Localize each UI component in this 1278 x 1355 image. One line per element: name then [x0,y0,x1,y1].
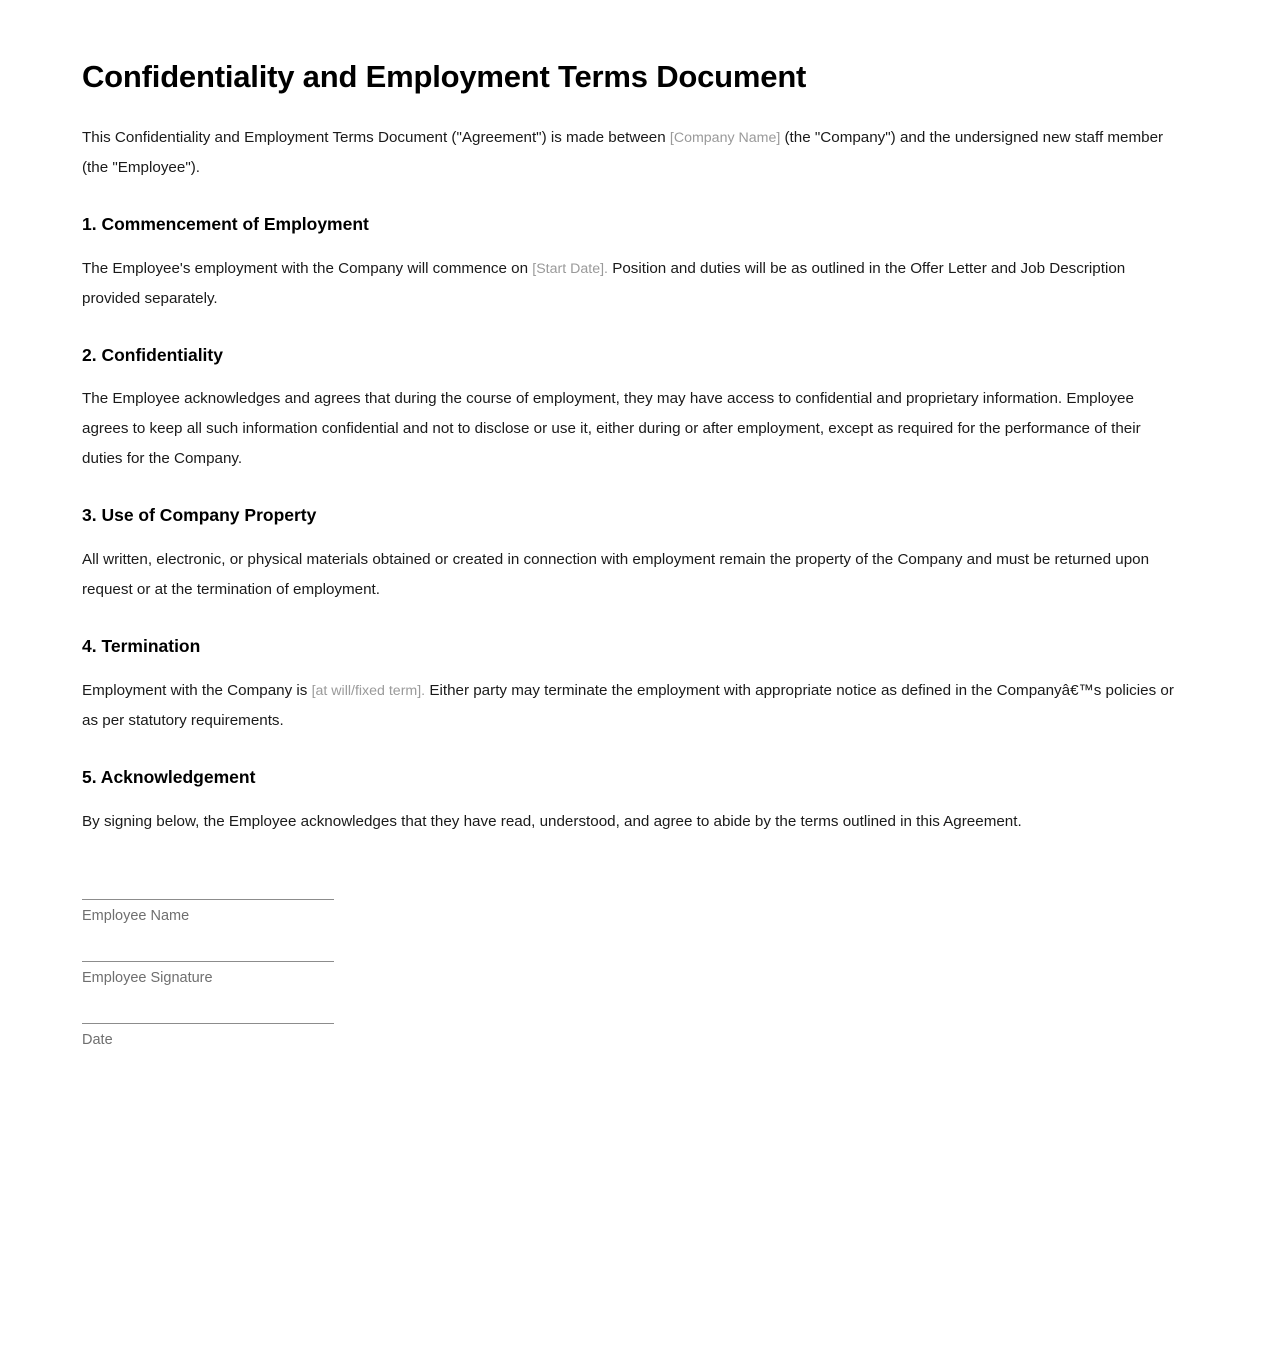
section-termination [82,635,1196,736]
signature-block [82,899,1196,1050]
section-paragraph-5: By signing below, the Employee acknowledges that they have read, understood, and agree to abide by the terms outlined in this Agreement. [82,812,1022,830]
signature-label-employee-signature: Employee Signature [82,969,213,986]
section-heading-4: 4. Termination [82,636,201,656]
section-paragraph-1 [82,254,1182,314]
section-paragraph-2: The Employee acknowledges and agrees that during the course of employment, they may have access to confidential and proprietary information. Employee agrees to keep all such information confidential and not to disclose or use it, either during or after employment, except as required for the performance of their duties for the Company. [82,390,1141,468]
section-confidentiality [82,344,1196,475]
signature-field-employee-signature [82,961,1196,988]
signature-line-employee-name [82,899,334,900]
intro-paragraph [82,123,1182,183]
section-paragraph-3: All written, electronic, or physical materials obtained or created in connection with employment remain the property of the Company and must be returned upon request or at the termination of employment. [82,551,1150,598]
section-acknowledgement [82,766,1196,837]
company-name-placeholder: [Company Name] [669,129,781,146]
intro-text-before: This Confidentiality and Employment Terms Document ("Agreement") is made between [82,128,670,146]
employment-type-placeholder: [at will/fixed term]. [311,682,426,699]
section-1-text-before: The Employee's employment with the Company will commence on [82,259,533,277]
intro-text-after: (the "Company") and the undersigned new staff member (the "Employee"). [82,128,1164,176]
signature-field-employee-name [82,899,1196,926]
section-heading-5: 5. Acknowledgement [82,766,256,787]
page-title: Confidentiality and Employment Terms Document [82,59,807,94]
signature-label-employee-name: Employee Name [82,907,190,924]
section-4-text-before: Employment with the Company is [82,681,312,699]
start-date-placeholder: [Start Date]. [532,260,608,277]
section-commencement-of-employment [82,213,1196,314]
section-4-text-after: Either party may terminate the employment with appropriate notice as defined in the Companyâ€™s policies or as per statutory requirements. [82,681,1174,729]
section-1-text-after: Position and duties will be as outlined in the Offer Letter and Job Description provided separately. [82,259,1126,307]
signature-line-date [82,1023,334,1024]
signature-line-employee-signature [82,961,334,962]
section-heading-2: 2. Confidentiality [82,344,223,365]
signature-label-date: Date [82,1031,113,1048]
section-heading-3: 3. Use of Company Property [82,505,317,526]
section-paragraph-4 [82,676,1182,736]
page-bottom-spacer [82,1085,1196,1315]
section-use-of-company-property [82,504,1196,605]
section-heading-1: 1. Commencement of Employment [82,213,369,234]
signature-field-date [82,1023,1196,1050]
